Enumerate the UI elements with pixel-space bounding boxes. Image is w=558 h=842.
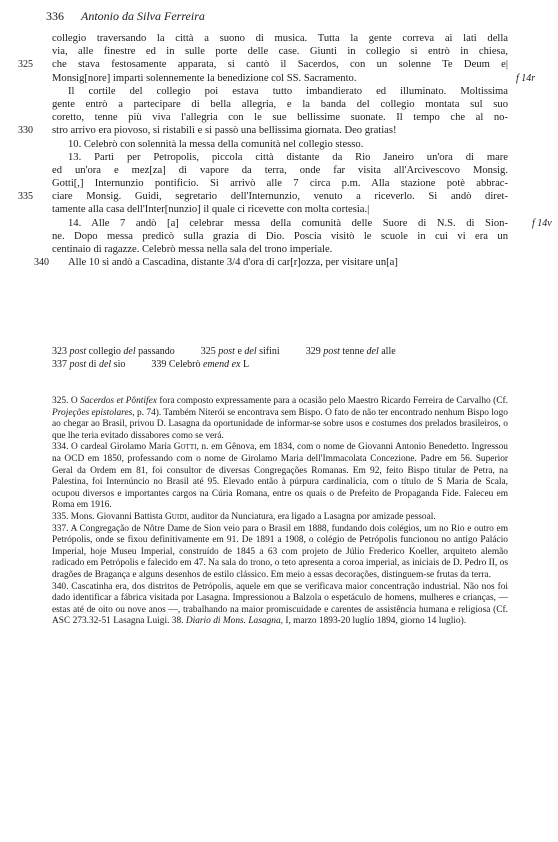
line-number: 335 bbox=[18, 191, 33, 203]
text-line: 14. Alle 7 andò [a] celebrar messa della comunità delle Suore di N.S. di Sion- f 14v bbox=[68, 217, 552, 229]
text-line: ne. Dopo messa predicò sulla grazia di Dio. Poscia visitò le scuole in cui vi era un bbox=[52, 230, 508, 242]
running-title: Antonio da Silva Ferreira bbox=[81, 9, 205, 23]
text-line: 335 ciare Monsig. Guidi, segretario dell'Internunzio, venuto a riceverlo. Si andò diret- bbox=[18, 191, 508, 203]
text-line: 330 stro arrivo era piovoso, si ristabilì e si passò una bellissima giornata. Deo gratias! bbox=[18, 125, 397, 137]
footnote-340: 340. Cascatinha era, dos distritos de Petrópolis, aquele em que se verificava maior concentração industrial. Não nos foi dado identificar a fábrica visitada por Lasagna. Impressionou a Balzola o espetáculo de homens, mulheres e crianças, — estas até de oito ou nove anos —, trabalhando na maior promiscuidade e carentes de assistência humana e religiosa (Cf. ASC 273.32-51 Lasagna Luigi. 38. Diario di Mons. Lasagna, I, marzo 1893-20 luglio 1894, giorno 14 luglio). bbox=[52, 581, 508, 627]
text-line: Gotti[,] Internunzio pontificio. Si arrivò alle 7 circa p.m. Alla stazione potè abbrac- bbox=[52, 178, 508, 190]
text-line: coretto, tenne più viva l'allegria con le sue bellissime suonate. Il tempo che al no- bbox=[52, 112, 508, 124]
text-line: 340 Alle 10 si andò a Cascadina, distante 3/4 d'ora di car[r]ozza, per visitare un[a] bbox=[52, 256, 508, 269]
footnote-335: 335. Mons. Giovanni Battista Guidi, auditor da Nunciatura, era ligado a Lasagna por amizade pessoal. bbox=[52, 511, 436, 522]
footnote-337: 337. A Congregação de Nôtre Dame de Sion veio para o Brasil em 1888, fundando dois colégios, um no Rio e outro em Petrópolis, onde se fixou definitivamente em 91. De 1891 a 1908, o colégio de Petrópolis funcionou no antigo Palácio Imperial, hoje Museu Imperial, construído de 1845 a 63 com projeto de Júlio Frederico Koeller, arquiteto alemão radicado em Petrópolis e falecido em 47. Na sala do trono, o teto apresenta a coroa imperial, as iniciais de D. Pedro II, os dragões de Bragança e alguns desenhos de estilo clássico. Em meio a essas decorações, distinguem-se frutas da terra. bbox=[52, 523, 508, 580]
text-line: gente entrò a partecipare di bella allegria, e la banda del collegio montata sul suo bbox=[52, 98, 508, 110]
page-number: 336 bbox=[46, 9, 64, 23]
critical-apparatus bbox=[52, 345, 508, 371]
text-line: 325 che stava festosamente apparata, si cantò il Sacerdos, con un solenne Te Deum e| bbox=[18, 59, 508, 71]
line-number: 340 bbox=[34, 257, 49, 269]
text-line: Il cortile del collegio poi estava tutto imbandierato ed illuminato. Moltissima bbox=[68, 85, 508, 97]
margin-folio-note: f 14r bbox=[516, 72, 536, 84]
text-line: 10. Celebrò con solennità la messa della comunità nel collegio stesso. bbox=[68, 138, 364, 150]
main-text bbox=[18, 32, 552, 269]
footnote-325: 325. O Sacerdos et Pôntifex fora composto expressamente para a ocasião pelo Maestro Ricardo Ferreira de Carvalho (Cf. Projeções epistolares, p. 74). Também Niterói se encontrava sem Bispo. O fato de não ter encontrado nenhum Bispo logo ao chegar ao Brasil, privou D. Lasagna da oportunidade de informar-se sobre usos e costumes dos prelados brasileiros, o que lhe teria evitado dissabores como se verá. bbox=[52, 396, 508, 441]
line-number: 325 bbox=[18, 59, 33, 71]
line-number: 330 bbox=[18, 125, 33, 137]
footnotes bbox=[52, 396, 508, 628]
text-line: 13. Partì per Petropolis, piccola città distante da Rio Janeiro un'ora di mare bbox=[68, 151, 508, 163]
running-header bbox=[46, 9, 205, 24]
variant-row: 337 post di del sio 339 Celebrò emend ex L bbox=[52, 359, 250, 370]
text-line: ed un'ora e mez[za] di vapore da terra, onde far visita all'Arcivescovo Monsig. bbox=[52, 164, 508, 176]
text-line: via, alle finestre ed in sulle porte delle case. Giunti in collegio si entrò in chiesa, bbox=[52, 46, 508, 58]
text-line: collegio traversando la città a suono di musica. Tutta la gente correva ai lati della bbox=[52, 33, 508, 44]
margin-folio-note: f 14v bbox=[532, 217, 552, 229]
variant-row: 323 post collegio del passando 325 post e del sifini 329 post tenne del alle bbox=[52, 346, 396, 357]
footnote-334: 334. O cardeal Girolamo Maria Gotti, n. em Gênova, em 1834, com o nome de Giovanni Antonio Benedetto. Ingressou na OCD em 1850, professando com o nome de Girolamo Maria dell'Immacolata Concezione. Padre em 56. Superior Geral da Ordem em 81, foi consultor de diversas Congregações Romanas. Em 92, feito Bispo titular de Petra, na Palestina, foi Internúncio no Brasil até 95. Elevado então à púrpura cardinalícia, com o título de S Maria de Scala, ocupou diversos e importantes cargos na Cúria Romana, entre os quais o de Prefeito de Propaganda Fide. Faleceu em Roma em 1916. bbox=[52, 442, 508, 511]
text-line: centinaio di ragazze. Celebrò messa nella sala del trono imperiale. bbox=[52, 244, 333, 255]
text-line: Monsig[nore] impartì solennemente la benedizione col SS. Sacramento. f 14r bbox=[52, 72, 536, 84]
text-line: tamente alla casa dell'Inter[nunzio] il quale ci ricevette con molta cortesia.| bbox=[52, 204, 370, 216]
